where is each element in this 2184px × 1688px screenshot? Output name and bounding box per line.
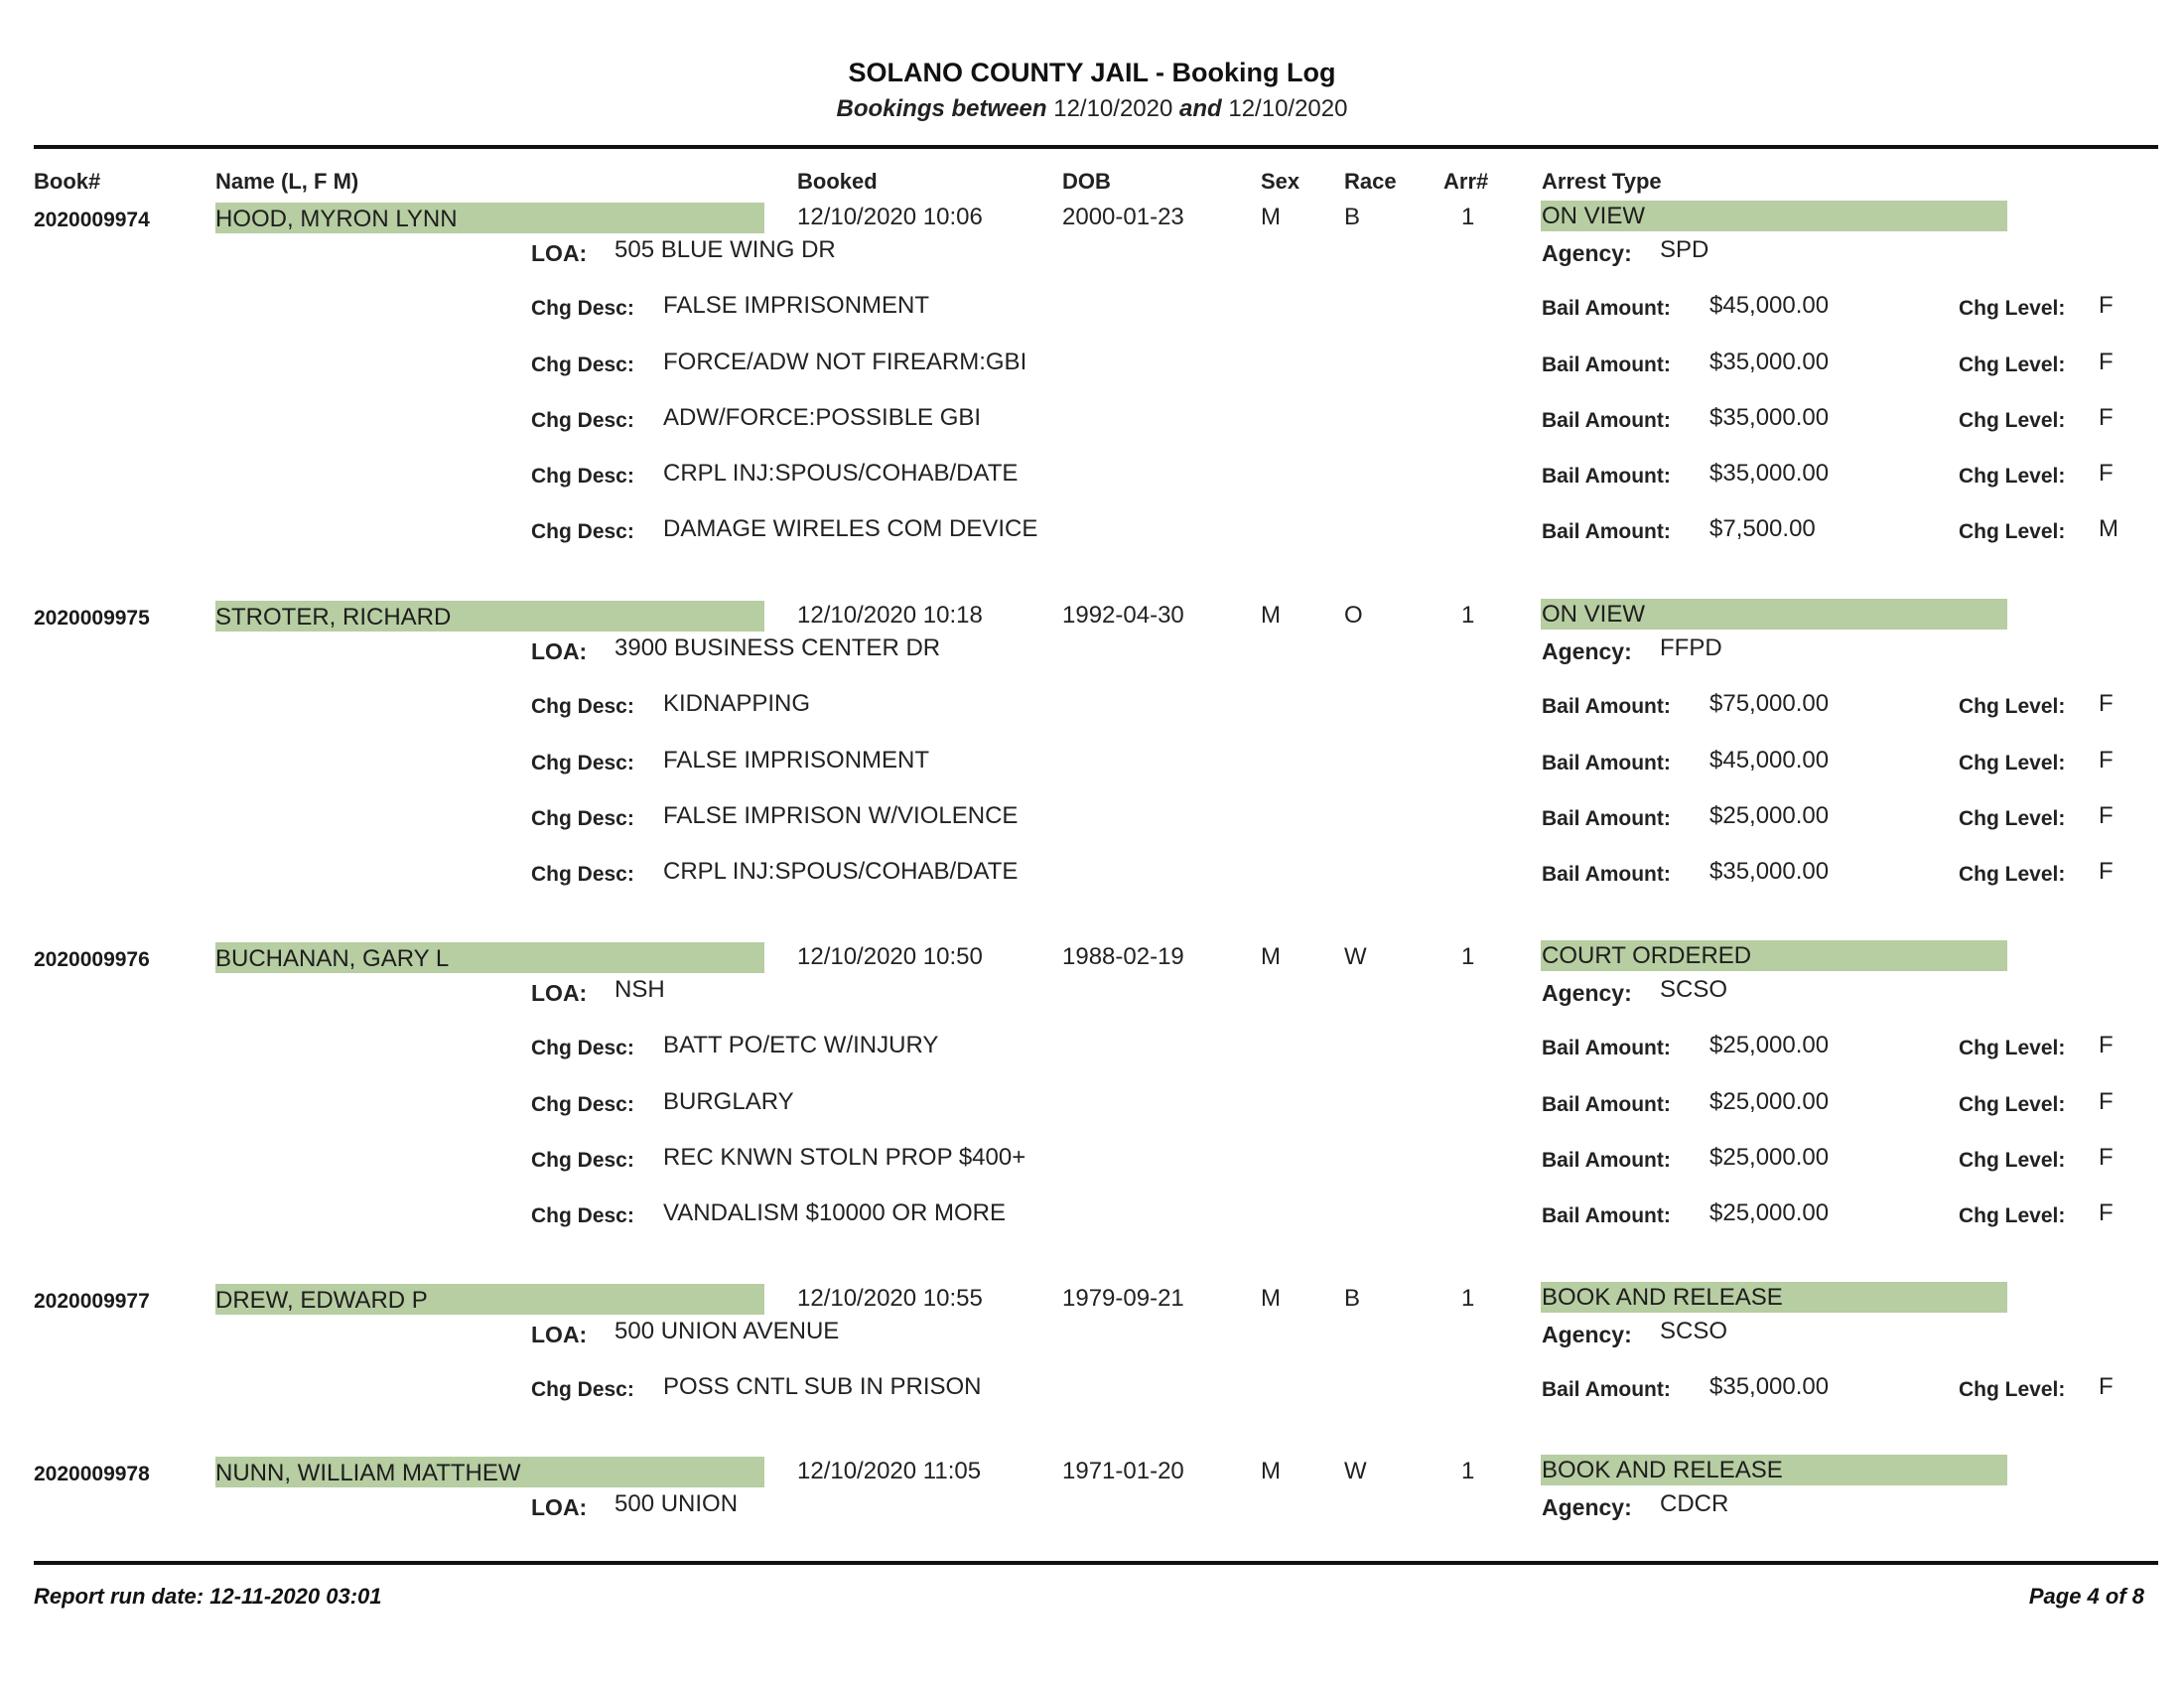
charge-level: F: [2099, 292, 2114, 319]
charge-level: M: [2099, 515, 2118, 542]
header-rule: [34, 145, 2158, 149]
inmate-name: BUCHANAN, GARY L: [215, 945, 450, 972]
loa-value: 3900 BUSINESS CENTER DR: [614, 634, 941, 661]
chg-desc-label: Chg Desc:: [531, 752, 634, 774]
booked-datetime: 12/10/2020 11:05: [797, 1458, 982, 1484]
loa-value: 500 UNION: [614, 1490, 739, 1517]
sex: M: [1261, 1458, 1281, 1484]
arr-number: 1: [1461, 1285, 1475, 1312]
arrest-type: ON VIEW: [1542, 601, 1646, 628]
arrest-type: BOOK AND RELEASE: [1542, 1284, 1783, 1311]
bail-amount-label: Bail Amount:: [1542, 695, 1671, 718]
booked-datetime: 12/10/2020 10:50: [797, 943, 983, 970]
inmate-name: NUNN, WILLIAM MATTHEW: [215, 1460, 521, 1486]
race: W: [1344, 943, 1367, 970]
sex: M: [1261, 204, 1281, 230]
agency-label: Agency:: [1542, 1494, 1632, 1520]
bail-amount-label: Bail Amount:: [1542, 409, 1671, 432]
charge-level: F: [2099, 460, 2114, 487]
charge-description: BURGLARY: [663, 1088, 794, 1115]
arr-number: 1: [1461, 1458, 1475, 1484]
bail-amount-label: Bail Amount:: [1542, 465, 1671, 488]
bail-amount-label: Bail Amount:: [1542, 1204, 1671, 1227]
chg-desc-label: Chg Desc:: [531, 409, 634, 432]
bail-amount-label: Bail Amount:: [1542, 297, 1671, 320]
book-number: 2020009977: [34, 1290, 150, 1313]
chg-level-label: Chg Level:: [1959, 520, 2066, 543]
chg-level-label: Chg Level:: [1959, 1204, 2066, 1227]
race: B: [1344, 1285, 1361, 1312]
agency-value: SPD: [1660, 236, 1709, 263]
agency-value: SCSO: [1660, 1318, 1728, 1344]
bail-amount: $25,000.00: [1709, 1144, 1830, 1171]
chg-desc-label: Chg Desc:: [531, 695, 634, 718]
charge-description: VANDALISM $10000 OR MORE: [663, 1199, 1007, 1226]
inmate-name: HOOD, MYRON LYNN: [215, 206, 458, 232]
col-race: Race: [1344, 169, 1397, 194]
loa-label: LOA:: [531, 1322, 588, 1347]
charge-level: F: [2099, 1373, 2114, 1400]
charge-level: F: [2099, 802, 2114, 829]
footer-rule: [34, 1561, 2158, 1565]
date-from: 12/10/2020: [1053, 95, 1173, 122]
charge-description: ADW/FORCE:POSSIBLE GBI: [663, 404, 982, 431]
arr-number: 1: [1461, 943, 1475, 970]
chg-level-label: Chg Level:: [1959, 863, 2066, 886]
booked-datetime: 12/10/2020 10:55: [797, 1285, 983, 1312]
booked-datetime: 12/10/2020 10:18: [797, 602, 983, 629]
chg-desc-label: Chg Desc:: [531, 1093, 634, 1116]
loa-label: LOA:: [531, 980, 588, 1006]
chg-level-label: Chg Level:: [1959, 465, 2066, 488]
bail-amount: $45,000.00: [1709, 292, 1830, 319]
inmate-name: DREW, EDWARD P: [215, 1287, 428, 1314]
agency-value: CDCR: [1660, 1490, 1729, 1517]
bail-amount-label: Bail Amount:: [1542, 1037, 1671, 1059]
race: O: [1344, 602, 1363, 629]
charge-level: F: [2099, 349, 2114, 375]
charge-level: F: [2099, 690, 2114, 717]
charge-description: DAMAGE WIRELES COM DEVICE: [663, 515, 1038, 542]
date-to: 12/10/2020: [1228, 95, 1348, 122]
chg-desc-label: Chg Desc:: [531, 807, 634, 830]
charge-description: CRPL INJ:SPOUS/COHAB/DATE: [663, 858, 1019, 885]
dob: 1979-09-21: [1062, 1285, 1184, 1312]
bail-amount: $35,000.00: [1709, 1373, 1830, 1400]
chg-level-label: Chg Level:: [1959, 807, 2066, 830]
agency-value: SCSO: [1660, 976, 1728, 1003]
chg-level-label: Chg Level:: [1959, 1378, 2066, 1401]
charge-level: F: [2099, 1032, 2114, 1058]
arrest-type: ON VIEW: [1542, 203, 1646, 229]
dob: 1992-04-30: [1062, 602, 1184, 629]
bail-amount: $45,000.00: [1709, 747, 1830, 774]
chg-level-label: Chg Level:: [1959, 353, 2066, 376]
chg-level-label: Chg Level:: [1959, 752, 2066, 774]
bail-amount-label: Bail Amount:: [1542, 807, 1671, 830]
dob: 1971-01-20: [1062, 1458, 1184, 1484]
charge-description: FORCE/ADW NOT FIREARM:GBI: [663, 349, 1027, 375]
chg-desc-label: Chg Desc:: [531, 1204, 634, 1227]
charge-level: F: [2099, 1199, 2114, 1226]
bail-amount: $75,000.00: [1709, 690, 1830, 717]
report-run-date: Report run date: 12-11-2020 03:01: [34, 1584, 382, 1609]
charge-description: FALSE IMPRISONMENT: [663, 292, 930, 319]
report-title: SOLANO COUNTY JAIL - Booking Log: [848, 58, 1336, 87]
charge-level: F: [2099, 1144, 2114, 1171]
loa-label: LOA:: [531, 240, 588, 266]
charge-description: FALSE IMPRISON W/VIOLENCE: [663, 802, 1019, 829]
charge-level: F: [2099, 747, 2114, 774]
chg-level-label: Chg Level:: [1959, 1149, 2066, 1172]
bail-amount: $7,500.00: [1709, 515, 1816, 542]
arrest-type: BOOK AND RELEASE: [1542, 1457, 1783, 1483]
sex: M: [1261, 943, 1281, 970]
charge-level: F: [2099, 404, 2114, 431]
col-name: Name (L, F M): [215, 169, 359, 194]
book-number: 2020009975: [34, 607, 150, 630]
col-booked: Booked: [797, 169, 878, 194]
arr-number: 1: [1461, 602, 1475, 629]
chg-level-label: Chg Level:: [1959, 409, 2066, 432]
arr-number: 1: [1461, 204, 1475, 230]
bail-amount: $25,000.00: [1709, 1199, 1830, 1226]
bail-amount: $35,000.00: [1709, 349, 1830, 375]
bail-amount: $35,000.00: [1709, 460, 1830, 487]
subtitle-prefix: Bookings between: [836, 95, 1047, 122]
charge-level: F: [2099, 858, 2114, 885]
charge-description: KIDNAPPING: [663, 690, 811, 717]
report-subtitle: [0, 95, 2184, 123]
agency-label: Agency:: [1542, 980, 1632, 1006]
charge-level: F: [2099, 1088, 2114, 1115]
loa-value: NSH: [614, 976, 665, 1003]
book-number: 2020009974: [34, 209, 150, 231]
loa-label: LOA:: [531, 1494, 588, 1520]
chg-level-label: Chg Level:: [1959, 1093, 2066, 1116]
bail-amount-label: Bail Amount:: [1542, 353, 1671, 376]
col-dob: DOB: [1062, 169, 1111, 194]
bail-amount: $25,000.00: [1709, 1032, 1830, 1058]
bail-amount: $25,000.00: [1709, 1088, 1830, 1115]
chg-desc-label: Chg Desc:: [531, 863, 634, 886]
booked-datetime: 12/10/2020 10:06: [797, 204, 983, 230]
race: W: [1344, 1458, 1367, 1484]
chg-desc-label: Chg Desc:: [531, 1149, 634, 1172]
col-book: Book#: [34, 169, 101, 194]
bail-amount-label: Bail Amount:: [1542, 1378, 1671, 1401]
chg-desc-label: Chg Desc:: [531, 297, 634, 320]
bail-amount: $35,000.00: [1709, 858, 1830, 885]
agency-value: FFPD: [1660, 634, 1722, 661]
loa-label: LOA:: [531, 638, 588, 664]
bail-amount-label: Bail Amount:: [1542, 752, 1671, 774]
book-number: 2020009978: [34, 1463, 150, 1485]
agency-label: Agency:: [1542, 638, 1632, 664]
charge-description: FALSE IMPRISONMENT: [663, 747, 930, 774]
charge-description: CRPL INJ:SPOUS/COHAB/DATE: [663, 460, 1019, 487]
chg-level-label: Chg Level:: [1959, 1037, 2066, 1059]
chg-desc-label: Chg Desc:: [531, 1037, 634, 1059]
bail-amount-label: Bail Amount:: [1542, 1149, 1671, 1172]
book-number: 2020009976: [34, 948, 150, 971]
bail-amount: $35,000.00: [1709, 404, 1830, 431]
chg-desc-label: Chg Desc:: [531, 465, 634, 488]
chg-desc-label: Chg Desc:: [531, 520, 634, 543]
col-arr: Arr#: [1443, 169, 1489, 194]
dob: 2000-01-23: [1062, 204, 1184, 230]
race: B: [1344, 204, 1361, 230]
sex: M: [1261, 1285, 1281, 1312]
inmate-name: STROTER, RICHARD: [215, 604, 452, 631]
bail-amount: $25,000.00: [1709, 802, 1830, 829]
chg-desc-label: Chg Desc:: [531, 1378, 634, 1401]
col-sex: Sex: [1261, 169, 1300, 194]
dob: 1988-02-19: [1062, 943, 1184, 970]
charge-description: BATT PO/ETC W/INJURY: [663, 1032, 939, 1058]
charge-description: REC KNWN STOLN PROP $400+: [663, 1144, 1026, 1171]
page-number: Page 4 of 8: [2028, 1584, 2144, 1609]
col-arrest-type: Arrest Type: [1542, 169, 1662, 194]
loa-value: 505 BLUE WING DR: [614, 236, 836, 263]
bail-amount-label: Bail Amount:: [1542, 520, 1671, 543]
sex: M: [1261, 602, 1281, 629]
subtitle-and: and: [1179, 95, 1222, 122]
chg-level-label: Chg Level:: [1959, 297, 2066, 320]
loa-value: 500 UNION AVENUE: [614, 1318, 840, 1344]
chg-desc-label: Chg Desc:: [531, 353, 634, 376]
bail-amount-label: Bail Amount:: [1542, 863, 1671, 886]
arrest-type: COURT ORDERED: [1542, 942, 1752, 969]
bail-amount-label: Bail Amount:: [1542, 1093, 1671, 1116]
chg-level-label: Chg Level:: [1959, 695, 2066, 718]
agency-label: Agency:: [1542, 240, 1632, 266]
agency-label: Agency:: [1542, 1322, 1632, 1347]
charge-description: POSS CNTL SUB IN PRISON: [663, 1373, 982, 1400]
